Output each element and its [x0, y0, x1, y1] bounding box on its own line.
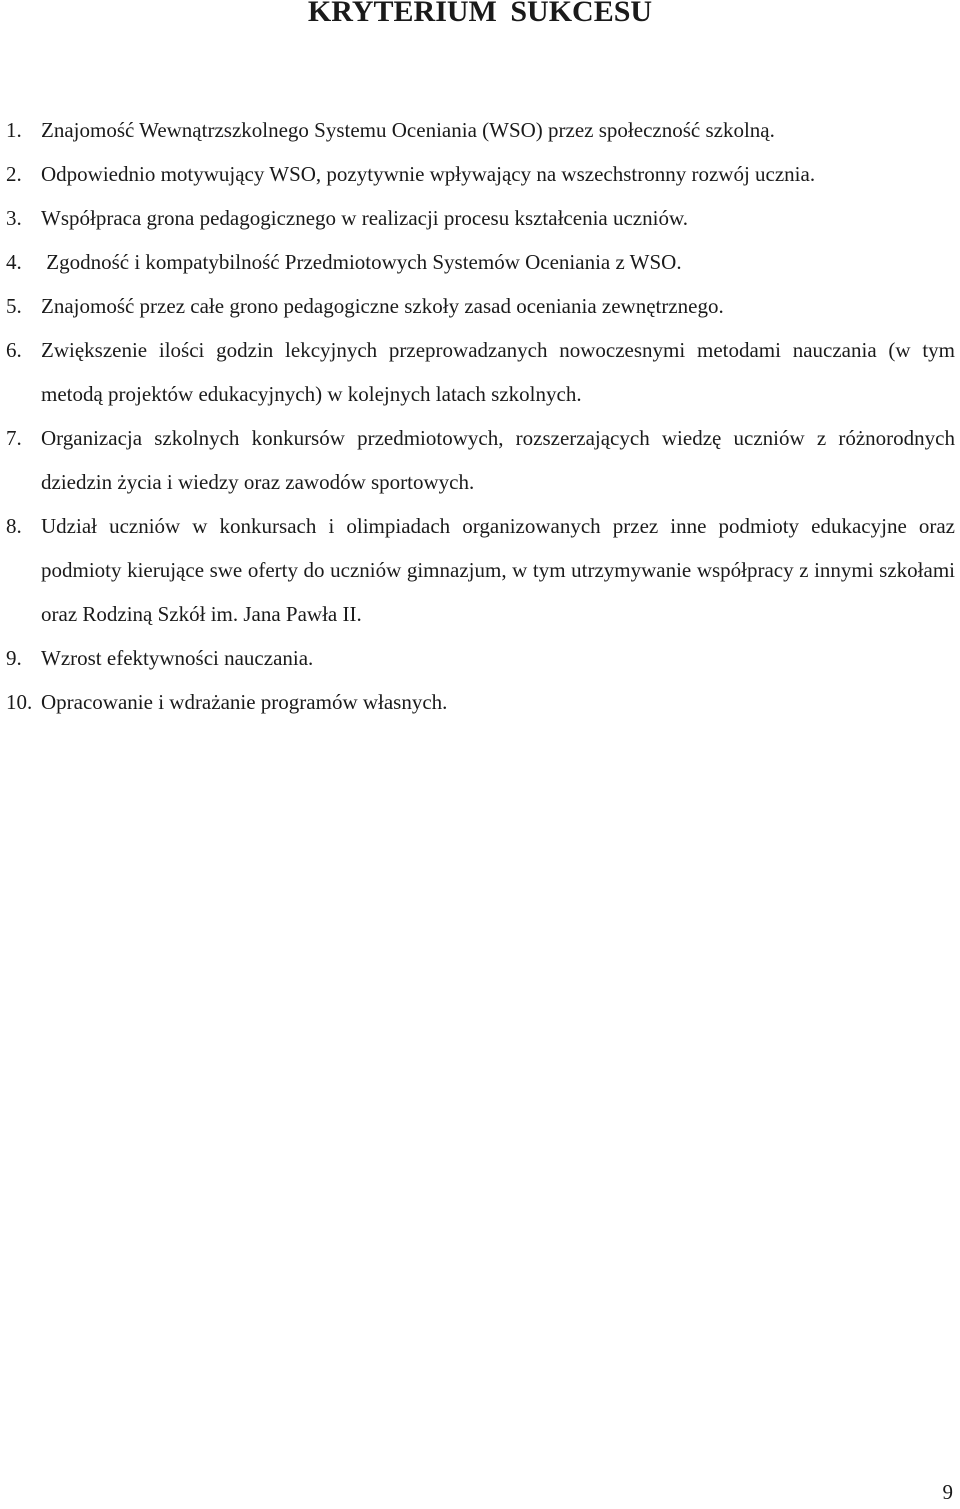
- page-number: 9: [942, 1480, 953, 1504]
- list-item-number: 8.: [6, 514, 22, 538]
- list-item: [0, 680, 960, 724]
- list-item-text: Znajomość Wewnątrzszkolnego Systemu Oceniania (WSO) przez społeczność szkolną.: [41, 118, 775, 142]
- list-item-number: 6.: [6, 338, 22, 362]
- list-item-number: 9.: [6, 646, 22, 670]
- list-item-text: Wzrost efektywności nauczania.: [41, 646, 314, 670]
- list-item-number: 2.: [6, 162, 22, 186]
- list-item-text: Zwiększenie ilości godzin lekcyjnych przeprowadzanych nowoczesnymi metodami nauczania (w tym metodą projektów edukacyjnych) w kolejnych latach szkolnych.: [41, 338, 955, 406]
- list-item-number: 1.: [6, 118, 22, 142]
- list-item-text: Odpowiednio motywujący WSO, pozytywnie wpływający na wszechstronny rozwój ucznia.: [41, 162, 816, 186]
- list-item: [0, 108, 960, 152]
- list-item-number: 5.: [6, 294, 22, 318]
- list-item: [0, 636, 960, 680]
- criteria-list: [0, 108, 960, 724]
- page-title: KRYTERIUM SUKCESU: [307, 0, 653, 28]
- list-item-number: 10.: [6, 690, 33, 714]
- list-item-text: Znajomość przez całe grono pedagogiczne szkoły zasad oceniania zewnętrznego.: [41, 294, 724, 318]
- list-item: [0, 504, 960, 636]
- list-item-text: Opracowanie i wdrażanie programów własnych.: [41, 690, 448, 714]
- list-item: [0, 152, 960, 196]
- list-item: [0, 240, 960, 284]
- list-item: [0, 284, 960, 328]
- list-item: [0, 328, 960, 416]
- list-item-text: Organizacja szkolnych konkursów przedmiotowych, rozszerzających wiedzę uczniów z różnorodnych dziedzin życia i wiedzy oraz zawodów sportowych.: [41, 426, 955, 494]
- list-item-number: 3.: [6, 206, 22, 230]
- list-item-text: Współpraca grona pedagogicznego w realizacji procesu kształcenia uczniów.: [41, 206, 689, 230]
- list-item-number: 7.: [6, 426, 22, 450]
- list-item: [0, 196, 960, 240]
- list-item: [0, 416, 960, 504]
- list-item-text: Udział uczniów w konkursach i olimpiadach organizowanych przez inne podmioty edukacyjne oraz podmioty kierujące swe oferty do uczniów gimnazjum, w tym utrzymywanie współpracy z innymi szkołami oraz Rodziną Szkół im. Jana Pawła II.: [41, 514, 955, 626]
- list-item-text: Zgodność i kompatybilność Przedmiotowych Systemów Oceniania z WSO.: [41, 250, 682, 274]
- list-item-number: 4.: [6, 250, 22, 274]
